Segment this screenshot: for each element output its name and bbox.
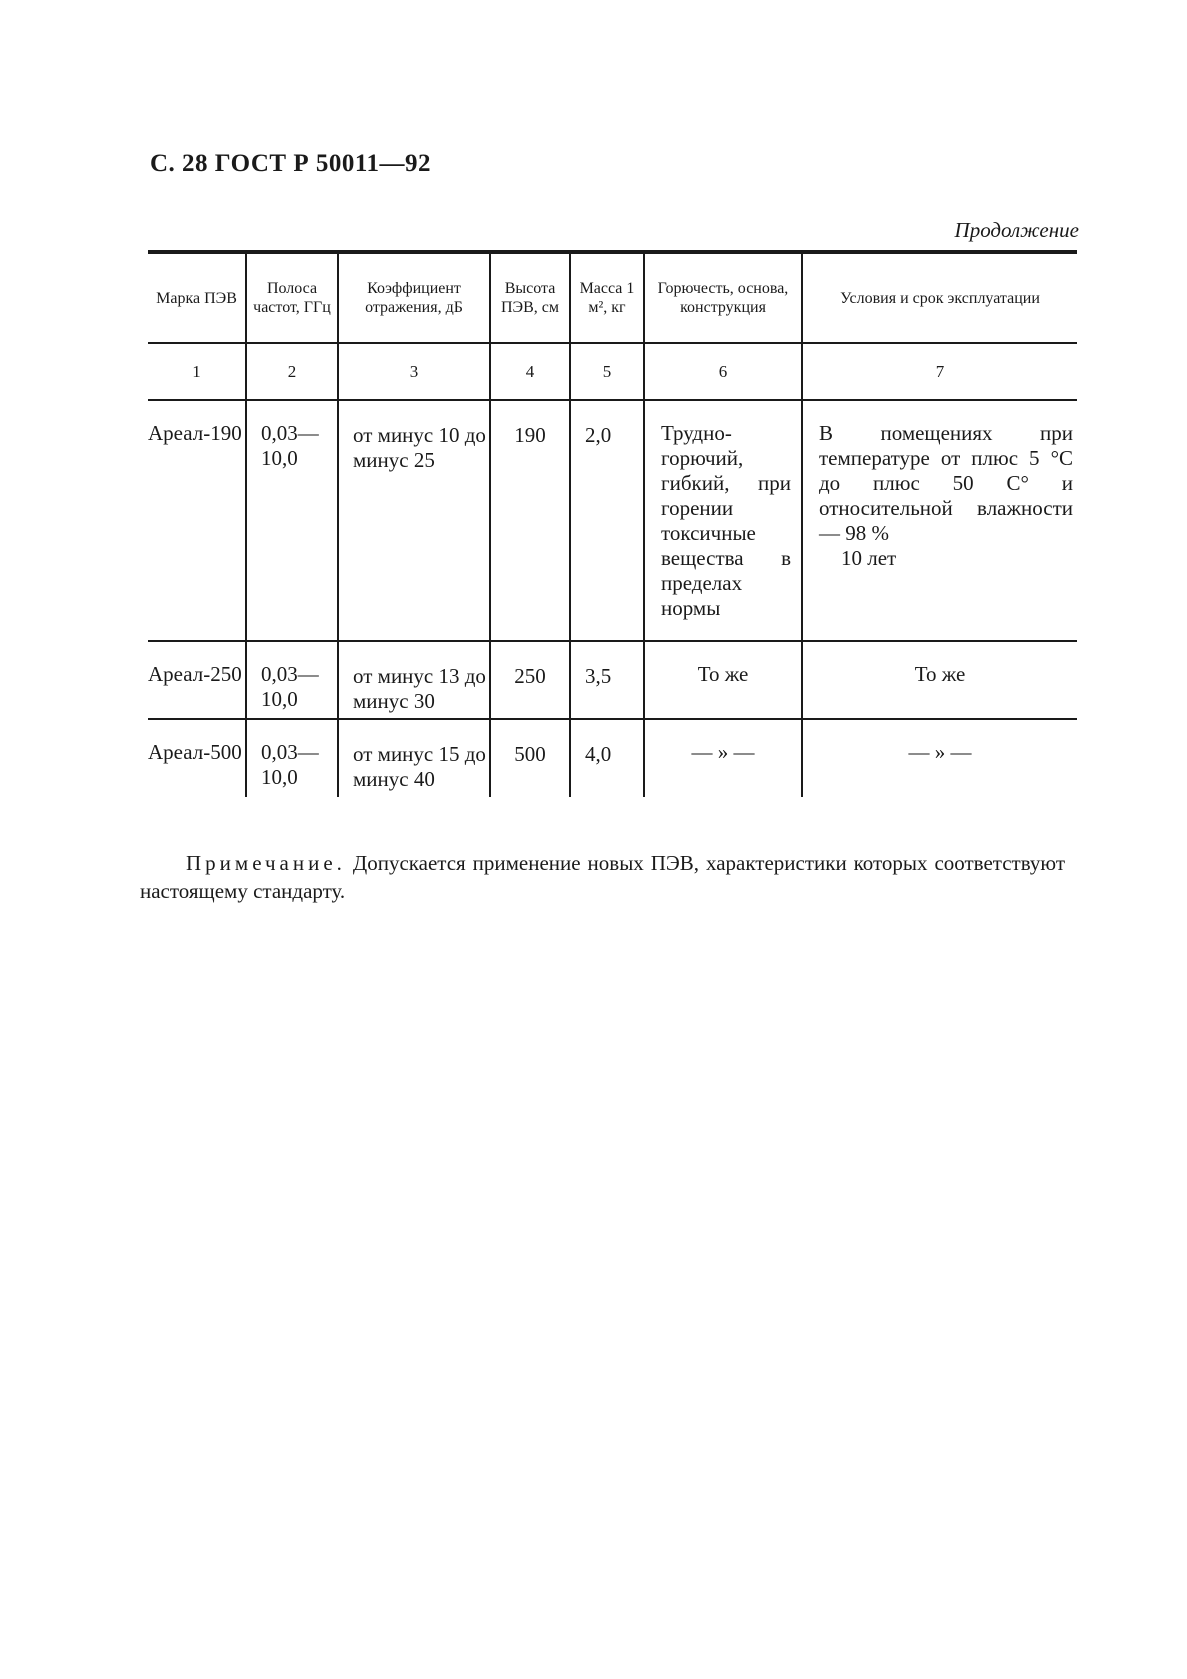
- header-reflection: Коэффициент отражения, дБ: [338, 252, 490, 343]
- service-term: 10 лет: [841, 546, 897, 570]
- cell-band: 0,03—10,0: [246, 641, 338, 719]
- cell-band: 0,03—10,0: [246, 400, 338, 641]
- cell-conditions: [802, 400, 1077, 641]
- header-band: Полоса частот, ГГц: [246, 252, 338, 343]
- header-height: Высота ПЭВ, см: [490, 252, 570, 343]
- cell-reflection: от минус 13 до минус 30: [338, 641, 490, 719]
- cell-mass: 4,0: [570, 719, 644, 797]
- column-number: 4: [490, 343, 570, 400]
- header-flammability: Горючесть, основа, конструкция: [644, 252, 802, 343]
- header-brand: Марка ПЭВ: [148, 252, 246, 343]
- column-number: 1: [148, 343, 246, 400]
- column-number: 7: [802, 343, 1077, 400]
- cell-mass: 3,5: [570, 641, 644, 719]
- cell-brand: Ареал-500: [148, 740, 242, 764]
- column-number: 5: [570, 343, 644, 400]
- note-label: Примечание.: [186, 851, 346, 875]
- cell-height: 250: [490, 641, 570, 719]
- cell-band: 0,03—10,0: [246, 719, 338, 797]
- table-row: [148, 719, 1077, 797]
- characteristics-table: [148, 250, 1077, 797]
- cell-reflection: от минус 15 до минус 40: [338, 719, 490, 797]
- cell-mass: 2,0: [570, 400, 644, 641]
- header-mass: Масса 1 м², кг: [570, 252, 644, 343]
- note-text: Допускается применение новых ПЭВ, характеристики которых соответствуют настоящему стандарту.: [140, 851, 1065, 903]
- cell-flammability: — » —: [644, 719, 802, 797]
- cell-reflection: от минус 10 до минус 25: [338, 400, 490, 641]
- continuation-label: Продолжение: [954, 218, 1079, 242]
- cell-conditions: То же: [802, 641, 1077, 719]
- cell-height: 500: [490, 719, 570, 797]
- table-row: [148, 641, 1077, 719]
- page-header: С. 28 ГОСТ Р 50011—92: [150, 150, 431, 177]
- conditions-text: В помещениях при температуре от плюс 5 °С до плюс 50 С° и относительной влажности — 98 %: [819, 421, 1073, 545]
- column-number: 3: [338, 343, 490, 400]
- table-header-row: [148, 252, 1077, 343]
- header-conditions: Условия и срок эксплуатации: [802, 252, 1077, 343]
- cell-conditions: — » —: [802, 719, 1077, 797]
- cell-brand: Ареал-250: [148, 641, 246, 719]
- column-number: 6: [644, 343, 802, 400]
- cell-flammability: То же: [644, 641, 802, 719]
- cell-flammability: Трудно-горючий, гибкий, при горении токсичные вещества в пределах нормы: [644, 400, 802, 641]
- table-row: [148, 400, 1077, 641]
- note-paragraph: [140, 849, 1065, 905]
- column-number: 2: [246, 343, 338, 400]
- column-number-row: [148, 343, 1077, 400]
- cell-height: 190: [490, 400, 570, 641]
- cell-brand: Ареал-190: [148, 400, 246, 641]
